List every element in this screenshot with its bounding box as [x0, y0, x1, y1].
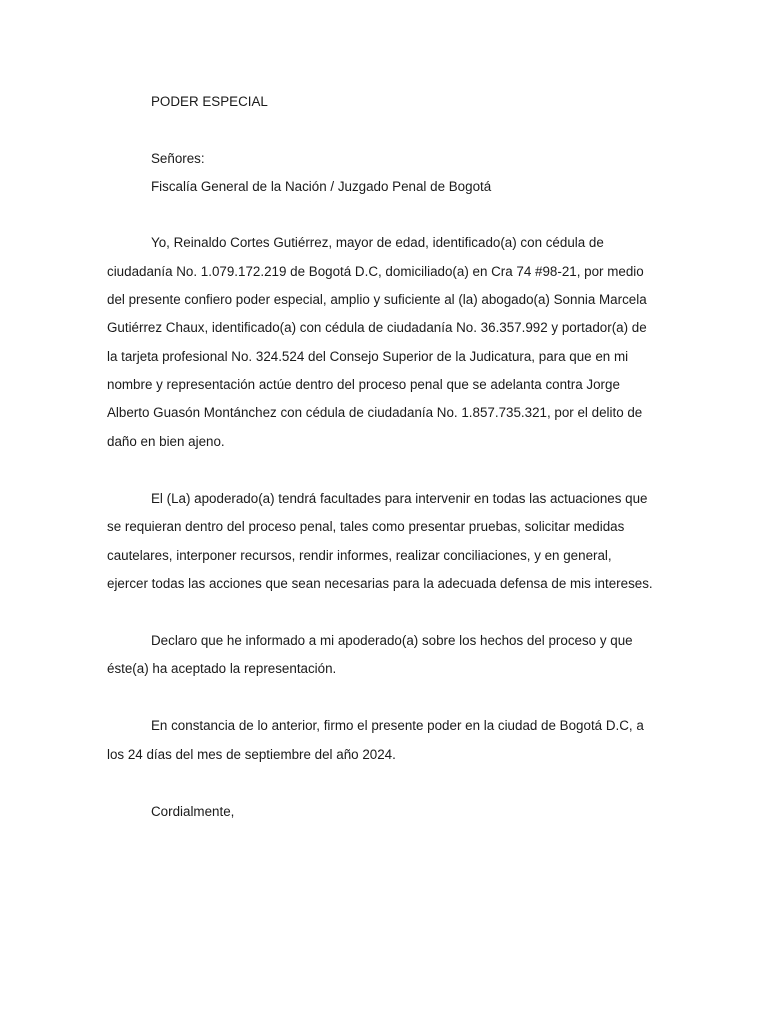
paragraph-line: éste(a) ha aceptado la representación. [107, 661, 337, 676]
paragraph-line: Gutiérrez Chaux, identificado(a) con cédula de ciudadanía No. 36.357.992 y portador(a) de [107, 320, 647, 335]
closing: Cordialmente, [151, 804, 235, 819]
paragraph-line: se requieran dentro del proceso penal, tales como presentar pruebas, solicitar medidas [107, 519, 625, 534]
paragraph-line: cautelares, interponer recursos, rendir informes, realizar conciliaciones, y en general, [107, 548, 612, 563]
salutation: Señores: [151, 151, 205, 166]
paragraph-line: ciudadanía No. 1.079.172.219 de Bogotá D.C, domiciliado(a) en Cra 74 #98-21, por medio [107, 264, 644, 279]
paragraph-line: la tarjeta profesional No. 324.524 del Consejo Superior de la Judicatura, para que en mi [107, 349, 629, 364]
paragraph-line: Declaro que he informado a mi apoderado(a) sobre los hechos del proceso y que [151, 633, 633, 648]
paragraph-line: Yo, Reinaldo Cortes Gutiérrez, mayor de edad, identificado(a) con cédula de [151, 235, 604, 250]
document-title: PODER ESPECIAL [151, 94, 268, 109]
paragraph-line: Alberto Guasón Montánchez con cédula de ciudadanía No. 1.857.735.321, por el delito de [107, 405, 643, 420]
paragraph-line: ejercer todas las acciones que sean necesarias para la adecuada defensa de mis intereses. [107, 576, 653, 591]
paragraph-line: El (La) apoderado(a) tendrá facultades para intervenir en todas las actuaciones que [151, 491, 648, 506]
paragraph-line: En constancia de lo anterior, firmo el presente poder en la ciudad de Bogotá D.C, a [151, 718, 644, 733]
paragraph-line: nombre y representación actúe dentro del proceso penal que se adelanta contra Jorge [107, 377, 620, 392]
paragraph-line: daño en bien ajeno. [107, 434, 225, 449]
recipient: Fiscalía General de la Nación / Juzgado Penal de Bogotá [151, 179, 492, 194]
paragraph-line: del presente confiero poder especial, amplio y suficiente al (la) abogado(a) Sonnia Marcela [107, 292, 647, 307]
paragraph-line: los 24 días del mes de septiembre del año 2024. [107, 747, 396, 762]
